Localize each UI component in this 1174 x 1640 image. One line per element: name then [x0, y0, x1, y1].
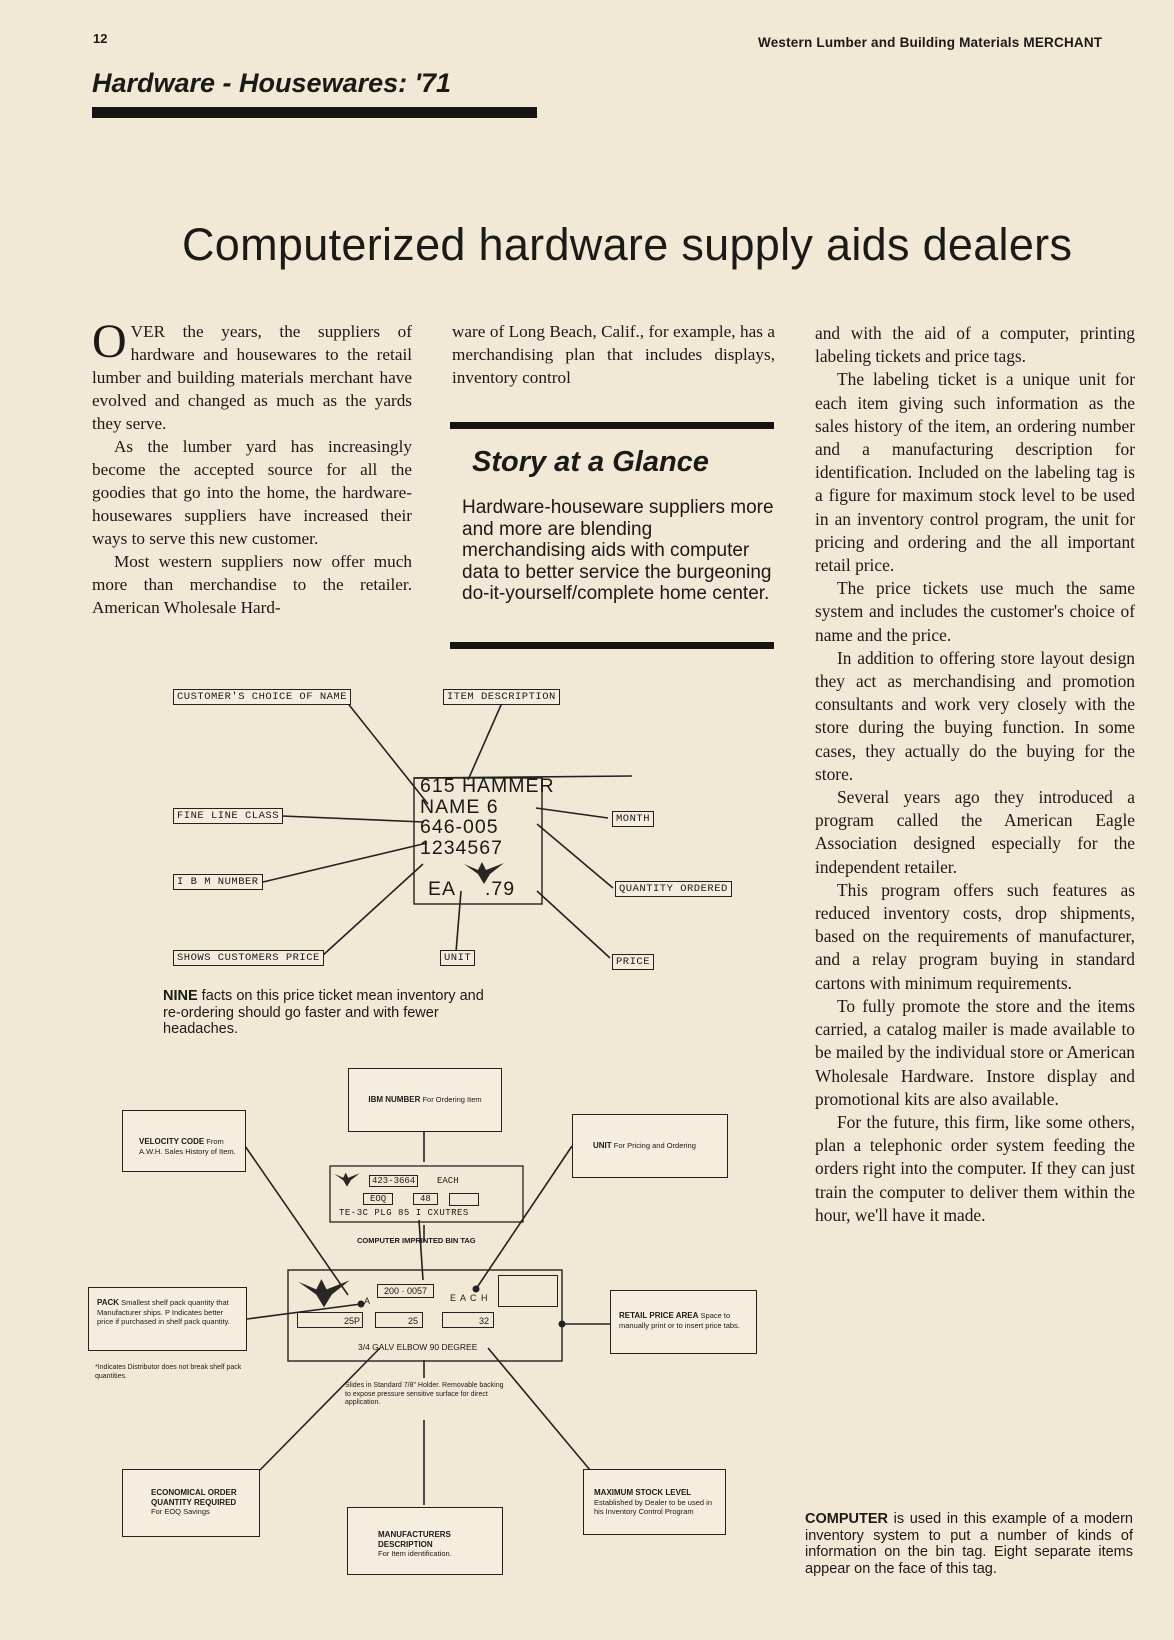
label-customers-choice: CUSTOMER'S CHOICE OF NAME: [173, 689, 351, 705]
mfr-box-text: For Item identification.: [378, 1549, 452, 1558]
eagle-logo-tag: [293, 1274, 355, 1315]
small-tag-field-a: EOQ: [363, 1193, 393, 1205]
headline: Computerized hardware supply aids dealers: [182, 219, 1073, 270]
pack-box: [88, 1287, 247, 1351]
tag-velocity-code: A: [364, 1296, 371, 1306]
unit-box-title: UNIT: [593, 1141, 612, 1150]
max-stock-box: [583, 1469, 726, 1535]
retail-price-box: [610, 1290, 757, 1354]
glance-title: Story at a Glance: [472, 446, 709, 478]
publication-title: Western Lumber and Building Materials MERCHANT: [758, 35, 1103, 50]
small-tag-box: [449, 1193, 479, 1206]
paragraph: To fully promote the store and the items carried, a catalog mailer is made available to be mailed by the individual store or American Wholesale Hardware. Instore display and promotional kits are also available.: [815, 995, 1135, 1109]
tag-pack: 25P: [297, 1312, 363, 1328]
label-unit: UNIT: [440, 950, 475, 966]
section-title: Hardware - Housewares: '71: [92, 68, 452, 98]
ticket-line-3: 646-005: [420, 816, 499, 838]
paragraph: VER the years, the suppliers of hardware and housewares to the retail lumber and building materials merchant have evolved and changed as much as the yards they serve.: [92, 322, 412, 433]
small-tag-number: 423-3664: [369, 1175, 418, 1187]
paragraph: For the future, this firm, like some others, plan a telephonic order system feeding the orders right into the computer. If they can just train the computer to deliver them within the hour, we'll have it made.: [815, 1111, 1135, 1225]
small-bin-tag: [333, 1168, 519, 1220]
tag-max-stock: 32: [442, 1312, 494, 1328]
ticket-line-5-price: .79: [485, 878, 516, 900]
label-fine-line-class: FINE LINE CLASS: [173, 808, 283, 824]
ticket-line-5-unit: EA: [428, 878, 457, 900]
paragraph: Most western suppliers now offer much more than merchandise to the retailer. American Wholesale Hard-: [92, 552, 412, 617]
pack-box-title: PACK: [97, 1298, 120, 1307]
ticket-line-4: 1234567: [420, 836, 503, 859]
eoq-box-title: ECONOMICAL ORDER QUANTITY REQUIRED: [151, 1488, 237, 1507]
ibm-number-box-text: For Ordering Item: [422, 1095, 482, 1104]
paragraph: The price tickets use much the same system and includes the customer's choice of name and the price.: [815, 578, 1135, 645]
caption-bold: NINE: [163, 988, 198, 1004]
page-number: 12: [93, 31, 108, 46]
label-month: MONTH: [612, 811, 654, 827]
holder-note: Slides in Standard 7/8" Holder. Removable backing to expose pressure sensitive surface for direct application.: [345, 1382, 504, 1406]
paragraph: As the lumber yard has increasingly become the accepted source for all the goodies that go into the home, the hardware-housewares suppliers have increased their ways to serve this new customer.: [92, 437, 412, 548]
small-tag-description: TE-3C PLG 85 I CXUTRES: [339, 1208, 469, 1218]
paragraph: The labeling ticket is a unique unit for each item giving such information as the sales history of the item, an ordering number and a manufacturing description for identification. Included on the labeling tag is a figure for maximum stock level to be used in an inventory control program, the unit for pricing and ordering and the all important retail price.: [815, 369, 1135, 576]
pack-note: *Indicates Distributor does not break shelf pack quantities.: [95, 1364, 242, 1380]
tag-eoq: 25: [375, 1312, 423, 1328]
paragraph: This program offers such features as reduced inventory costs, drop shipments, based on the requirements of manufacturer, and a relay program buying in standard cartons with minimum requirements.: [815, 879, 1135, 993]
retail-box-text: Space to manually print or to insert price tabs.: [619, 1311, 740, 1330]
max-box-title: MAXIMUM STOCK LEVEL: [594, 1488, 692, 1497]
paragraph: ware of Long Beach, Calif., for example, has a merchandising plan that includes displays, inventory control: [452, 322, 775, 387]
tag-description: 3/4 GALV ELBOW 90 DEGREE: [358, 1342, 478, 1352]
paragraph: and with the aid of a computer, printing labeling tickets and price tags.: [815, 323, 1135, 367]
paragraph: In addition to offering store layout design they act as merchandising and promotion consultants and work very closely with the store during the buying function. In some cases, they actually do the buying for the store.: [815, 647, 1135, 784]
glance-text: Hardware-houseware suppliers more and more are blending merchandising aids with computer data to better service the burgeoning do-it-yourself/complete home center.: [462, 497, 774, 604]
eoq-box: [122, 1469, 260, 1537]
computer-caption: [805, 1511, 1133, 1577]
label-price: PRICE: [612, 954, 654, 970]
small-tag-unit: EACH: [437, 1176, 459, 1186]
label-ibm-number: I B M NUMBER: [173, 874, 263, 890]
eoq-box-text: For EOQ Savings: [151, 1507, 210, 1516]
mfr-box-title: MANUFACTURERS DESCRIPTION: [378, 1530, 451, 1549]
velocity-box-title: VELOCITY CODE: [139, 1137, 205, 1146]
imprinted-bin-tag-label: COMPUTER IMPRINTED BIN TAG: [357, 1236, 476, 1245]
max-box-text: Established by Dealer to be used in his Inventory Control Program: [594, 1497, 712, 1516]
ibm-number-box: [348, 1068, 502, 1132]
label-shows-customers-price: SHOWS CUSTOMERS PRICE: [173, 950, 324, 966]
manufacturers-box: [347, 1507, 503, 1575]
computer-caption-text: is used in this example of a modern inventory system to put a number of kinds of information on the bin tag. Eight separate items appear on the face of this tag.: [805, 1511, 1133, 1577]
computer-caption-bold: COMPUTER: [805, 1511, 888, 1527]
paragraph: Several years ago they introduced a program called the American Eagle Association designed especially for the independent retailer.: [815, 787, 1135, 877]
unit-box: [572, 1114, 728, 1178]
unit-box-text: For Pricing and Ordering: [613, 1141, 696, 1150]
label-quantity-ordered: QUANTITY ORDERED: [615, 881, 732, 897]
caption-text: facts on this price ticket mean inventory and re-ordering should go faster and with fewer headaches.: [163, 988, 484, 1037]
velocity-box-text: From A.W.H. Sales History of Item.: [139, 1137, 236, 1156]
ticket-line-1: 615 HAMMER: [420, 775, 555, 797]
pack-box-text: Smallest shelf pack quantity that Manufacturer ships. P Indicates better price if purchased in shelf pack quantity.: [97, 1298, 230, 1326]
eagle-logo-small: [333, 1170, 361, 1191]
tag-retail-price-area: [498, 1275, 558, 1307]
tag-unit: E A C H: [450, 1293, 489, 1303]
label-item-description: ITEM DESCRIPTION: [443, 689, 560, 705]
drop-cap: O: [92, 315, 127, 368]
ticket-line-2: NAME 6: [420, 795, 499, 818]
tag-ibm-number: 200 · 0057: [377, 1284, 434, 1298]
ibm-number-box-title: IBM NUMBER: [368, 1095, 421, 1104]
retail-box-title: RETAIL PRICE AREA: [619, 1311, 699, 1320]
velocity-code-box: [122, 1110, 246, 1172]
small-tag-field-b: 48: [413, 1193, 438, 1205]
